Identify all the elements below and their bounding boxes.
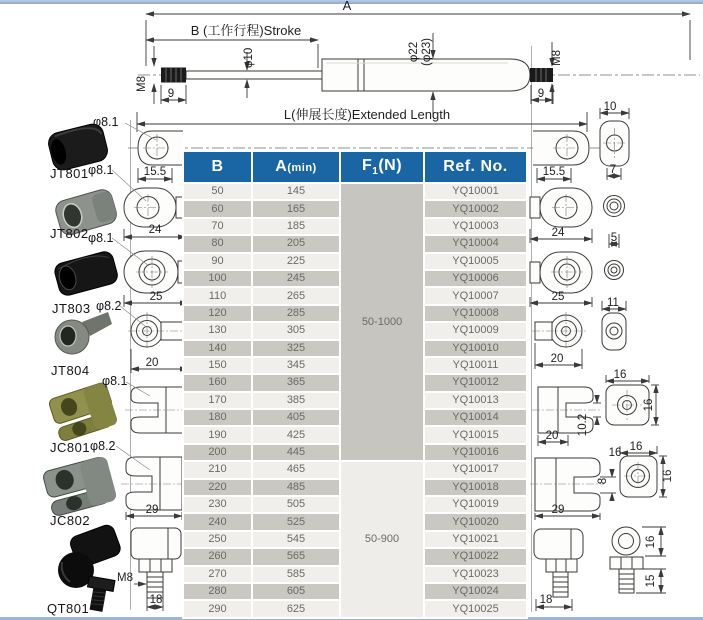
cell-ref: YQ10005 [425,254,526,269]
dim-jt804-length: 20 [145,357,159,369]
cell-ref: YQ10009 [425,323,526,338]
cell-stroke: 100 [184,271,251,286]
cell-ref: YQ10016 [425,445,526,460]
cell-min-length: 185 [253,219,339,234]
cell-force-range: 50-1000 [341,184,423,460]
dim-r-clevis1-height: 16 [643,398,655,412]
dim-stroke: B (工作行程)Stroke [190,23,302,38]
cell-min-length: 505 [253,497,339,512]
cell-ref: YQ10015 [425,427,526,442]
dim-r-eyelet3: 25 [551,291,565,303]
cell-ref: YQ10012 [425,375,526,390]
cell-ref: YQ10003 [425,219,526,234]
cell-ref: YQ10023 [425,567,526,582]
dim-jt802-length: 24 [148,224,162,236]
cell-stroke: 280 [184,584,251,599]
dim-r-clevis2-width: 16 [629,441,643,453]
spec-table-body [184,184,526,617]
cell-stroke: 180 [184,410,251,425]
cell-min-length: 205 [253,236,339,251]
cell-stroke: 130 [184,323,251,338]
cell-stroke: 50 [184,184,251,199]
cell-min-length: 325 [253,341,339,356]
cell-ref: YQ10014 [425,410,526,425]
dim-end4-width: 11 [607,297,619,309]
dim-r-eyelet2: 24 [551,227,565,239]
fitting-label-jc802: JC802 [50,513,91,528]
table-row [184,184,526,199]
dim-r-clevis1-slot: 10.2 [577,413,589,437]
dim-thread-length-right: 9 [537,88,545,100]
fitting-label-jt803: JT803 [52,301,91,316]
cell-min-length: 625 [253,601,339,616]
dia-callout-jc801: φ8.1 [102,374,128,388]
cell-stroke: 200 [184,445,251,460]
cell-stroke: 270 [184,567,251,582]
cell-ref: YQ10017 [425,462,526,477]
dim-qt801-thread: M8 [117,572,133,584]
cell-min-length: 585 [253,567,339,582]
cell-ref: YQ10022 [425,549,526,564]
cell-min-length: 165 [253,201,339,216]
dim-tube-diameter: φ22 [408,41,420,63]
cell-ref: YQ10002 [425,201,526,216]
dim-r-clevis1-length: 20 [545,430,559,442]
dim-r-ball-ring: 16 [645,535,657,549]
cell-stroke: 290 [184,601,251,616]
fitting-label-jt801: JT801 [50,166,89,181]
dim-r-clevis1-width: 16 [613,369,627,381]
dim-jc802-length: 29 [145,504,159,516]
dim-r-clevis2-height: 16 [662,469,674,483]
cell-force-range: 50-900 [341,462,423,617]
dim-r-clevis2-width2: 16 [608,447,622,459]
photo-jc801 [48,382,119,442]
table-header-row [184,152,526,182]
table-row [184,462,526,477]
cell-min-length: 525 [253,514,339,529]
cell-stroke: 170 [184,393,251,408]
cell-stroke: 190 [184,427,251,442]
dia-callout-jc802: φ8.2 [90,439,116,453]
cell-ref: YQ10004 [425,236,526,251]
cell-ref: YQ10020 [425,514,526,529]
cell-min-length: 265 [253,288,339,303]
dim-r-ball-stud: 15 [645,574,657,588]
cell-min-length: 405 [253,410,339,425]
cell-ref: YQ10011 [425,358,526,373]
cell-stroke: 90 [184,254,251,269]
col-header-b: B [184,152,251,182]
dim-r-ball-length: 18 [539,594,553,606]
photo-jt803 [53,250,119,297]
cell-min-length: 605 [253,584,339,599]
cell-ref: YQ10024 [425,584,526,599]
cell-min-length: 245 [253,271,339,286]
photo-jt804 [55,312,112,354]
dim-r-eyelet4: 20 [550,353,564,365]
dim-thread-right: M8 [551,50,563,66]
cell-stroke: 250 [184,532,251,547]
cell-ref: YQ10010 [425,341,526,356]
dim-qt801-length: 18 [149,594,163,606]
fitting-label-jc801: JC801 [50,440,91,455]
dim-r-clevis2-slot: 8 [597,477,609,485]
dim-thread-left: M8 [136,76,148,92]
dim-thread-length-left: 9 [167,88,175,100]
cell-min-length: 345 [253,358,339,373]
cell-stroke: 70 [184,219,251,234]
cell-min-length: 425 [253,427,339,442]
dia-callout-jt801: φ8.1 [93,115,119,129]
cell-stroke: 160 [184,375,251,390]
cell-stroke: 120 [184,306,251,321]
dim-end3-width: 5 [610,232,618,244]
cell-stroke: 80 [184,236,251,251]
cell-stroke: 110 [184,288,251,303]
cell-min-length: 285 [253,306,339,321]
cell-min-length: 385 [253,393,339,408]
cell-ref: YQ10007 [425,288,526,303]
dim-end2-width: 7 [609,164,617,176]
photo-jc802 [42,455,118,517]
fitting-label-qt801: QT801 [47,601,90,616]
col-header-ref-no: Ref. No. [425,152,526,182]
dim-r-clevis2-length: 29 [551,504,565,516]
dim-jt803-length: 25 [149,291,163,303]
cell-stroke: 260 [184,549,251,564]
dim-eyelet-left: 15.5 [143,166,167,178]
dim-tube-diameter-alt: (φ23) [421,38,433,66]
cell-min-length: 145 [253,184,339,199]
cell-ref: YQ10001 [425,184,526,199]
cell-ref: YQ10019 [425,497,526,512]
cell-stroke: 220 [184,480,251,495]
cell-stroke: 210 [184,462,251,477]
dim-rod-diameter: φ10 [243,47,255,68]
fitting-label-jt804: JT804 [51,363,90,378]
cell-min-length: 545 [253,532,339,547]
dim-end1-width: 10 [603,101,617,113]
cell-min-length: 305 [253,323,339,338]
dia-callout-jt802: φ8.1 [88,163,114,177]
cell-min-length: 565 [253,549,339,564]
cell-ref: YQ10018 [425,480,526,495]
cell-stroke: 240 [184,514,251,529]
dia-callout-jt803: φ8.1 [88,231,114,245]
photo-qt801 [58,523,122,613]
dim-overall-length: A [342,0,352,13]
cell-min-length: 225 [253,254,339,269]
dia-callout-jt804: φ8.2 [96,299,122,313]
col-header-a-min: A(min) [253,152,339,182]
cell-ref: YQ10008 [425,306,526,321]
cell-stroke: 150 [184,358,251,373]
cell-min-length: 485 [253,480,339,495]
cell-ref: YQ10025 [425,601,526,616]
cell-min-length: 445 [253,445,339,460]
cell-ref: YQ10013 [425,393,526,408]
dim-eyelet-right: 15.5 [542,166,566,178]
col-header-f1n: $F_1(N)$ [341,152,423,182]
fitting-label-jt802: JT802 [50,226,89,241]
cell-ref: YQ10021 [425,532,526,547]
cell-ref: YQ10006 [425,271,526,286]
cell-min-length: 365 [253,375,339,390]
dim-extended-length: L(伸展长度)Extended Length [283,107,451,122]
spec-table [182,150,528,619]
cell-stroke: 60 [184,201,251,216]
cell-min-length: 465 [253,462,339,477]
cell-stroke: 230 [184,497,251,512]
cell-stroke: 140 [184,341,251,356]
